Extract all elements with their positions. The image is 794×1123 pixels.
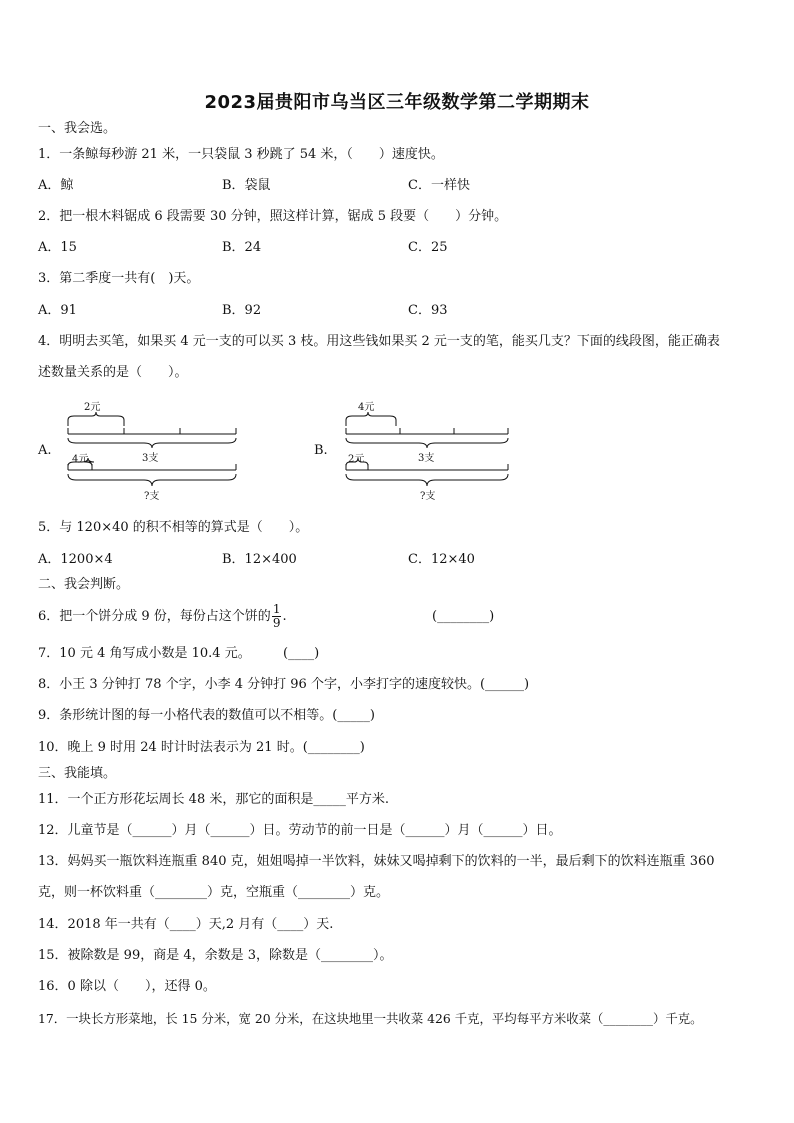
section-heading-fill: 三、我能填。 bbox=[38, 766, 117, 781]
question-1: 1．一条鲸每秒游 21 米，一只袋鼠 3 秒跳了 54 米，（ ）速度快。 bbox=[38, 147, 444, 162]
q4-option-a-label: A. bbox=[38, 443, 52, 458]
section-heading-choice: 一、我会选。 bbox=[38, 121, 117, 136]
q1-option-c: C．一样快 bbox=[408, 178, 470, 193]
diagram-a-small-label: 4元 bbox=[72, 454, 89, 465]
q6-post: . bbox=[282, 609, 287, 624]
q5-option-a: A．1200×4 bbox=[38, 552, 113, 567]
q6-fraction-numerator: 1 bbox=[272, 602, 281, 616]
question-5: 5．与 120×40 的积不相等的算式是（ ）。 bbox=[38, 520, 309, 535]
q4-diagram-a bbox=[64, 396, 244, 506]
diagram-b-small-label: 2元 bbox=[348, 454, 365, 465]
q3-option-c: C．93 bbox=[408, 303, 448, 318]
diagram-b-mid-label: 3支 bbox=[418, 453, 435, 464]
question-2: 2．把一根木料锯成 6 段需要 30 分钟，照这样计算，锯成 5 段要（ ）分钟。 bbox=[38, 209, 508, 224]
q5-option-b: B．12×400 bbox=[222, 552, 297, 567]
q1-option-a: A．鲸 bbox=[38, 178, 74, 193]
question-4-line-2: 述数量关系的是（ ）。 bbox=[38, 365, 188, 380]
question-13-line-2: 克，则一杯饮料重（________）克，空瓶重（________）克。 bbox=[38, 885, 390, 900]
question-7: 7．10 元 4 角写成小数是 10.4 元。 bbox=[38, 646, 251, 661]
diagram-a-mid-label: 3支 bbox=[142, 453, 159, 464]
diagram-b-top-label: 4元 bbox=[358, 402, 375, 413]
section-heading-judge: 二、我会判断。 bbox=[38, 577, 130, 592]
question-16: 16．0 除以（ ），还得 0。 bbox=[38, 979, 216, 994]
page-title: 2023届贵阳市乌当区三年级数学第二学期期末 bbox=[204, 92, 590, 113]
q6-text: 6．把一个饼分成 9 份，每份占这个饼的 bbox=[38, 609, 271, 624]
q1-option-b: B．袋鼠 bbox=[222, 178, 271, 193]
q6-answer-blank[interactable]: (________) bbox=[432, 609, 495, 624]
q4-option-b-label: B. bbox=[314, 443, 328, 458]
q2-option-b: B．24 bbox=[222, 240, 262, 255]
q3-option-b: B．92 bbox=[222, 303, 262, 318]
q4-diagram-b bbox=[342, 396, 522, 506]
question-3: 3．第二季度一共有( )天。 bbox=[38, 271, 200, 286]
question-9: 9．条形统计图的每一小格代表的数值可以不相等。(_____) bbox=[38, 708, 375, 723]
question-17: 17．一块长方形菜地，长 15 分米，宽 20 分米，在这块地里一共收菜 426 千克，平均每平方米收菜（________）千克。 bbox=[38, 1011, 703, 1026]
diagram-b-bottom-label: ?支 bbox=[420, 491, 436, 502]
q2-option-a: A．15 bbox=[38, 240, 77, 255]
question-6 bbox=[38, 600, 287, 634]
question-15: 15．被除数是 99，商是 4，余数是 3，除数是（________）。 bbox=[38, 948, 393, 963]
question-8: 8．小王 3 分钟打 78 个字，小李 4 分钟打 96 个字，小李打字的速度较快。(______) bbox=[38, 677, 530, 692]
diagram-a-bottom-label: ?支 bbox=[144, 491, 160, 502]
question-10: 10．晚上 9 时用 24 时计时法表示为 21 时。(________) bbox=[38, 740, 365, 755]
diagram-a-top-label: 2元 bbox=[84, 402, 101, 413]
question-11: 11．一个正方形花坛周长 48 米，那它的面积是_____平方米. bbox=[38, 792, 389, 807]
q6-fraction-denominator: 9 bbox=[272, 616, 281, 630]
question-4-line-1: 4．明明去买笔，如果买 4 元一支的可以买 3 枝。用这些钱如果买 2 元一支的笔，能买几支？下面的线段图，能正确表 bbox=[38, 334, 720, 349]
question-13-line-1: 13．妈妈买一瓶饮料连瓶重 840 克，姐姐喝掉一半饮料，妹妹又喝掉剩下的饮料的一半，最后剩下的饮料连瓶重 360 bbox=[38, 854, 715, 869]
q7-answer-blank[interactable]: (____) bbox=[283, 646, 320, 661]
q5-option-c: C．12×40 bbox=[408, 552, 475, 567]
q3-option-a: A．91 bbox=[38, 303, 77, 318]
question-12: 12．儿童节是（______）月（______）日。劳动节的前一日是（______）月（______）日。 bbox=[38, 823, 562, 838]
q2-option-c: C．25 bbox=[408, 240, 448, 255]
question-14: 14．2018 年一共有（____）天,2 月有（____）天. bbox=[38, 917, 334, 932]
q6-fraction bbox=[272, 603, 282, 630]
